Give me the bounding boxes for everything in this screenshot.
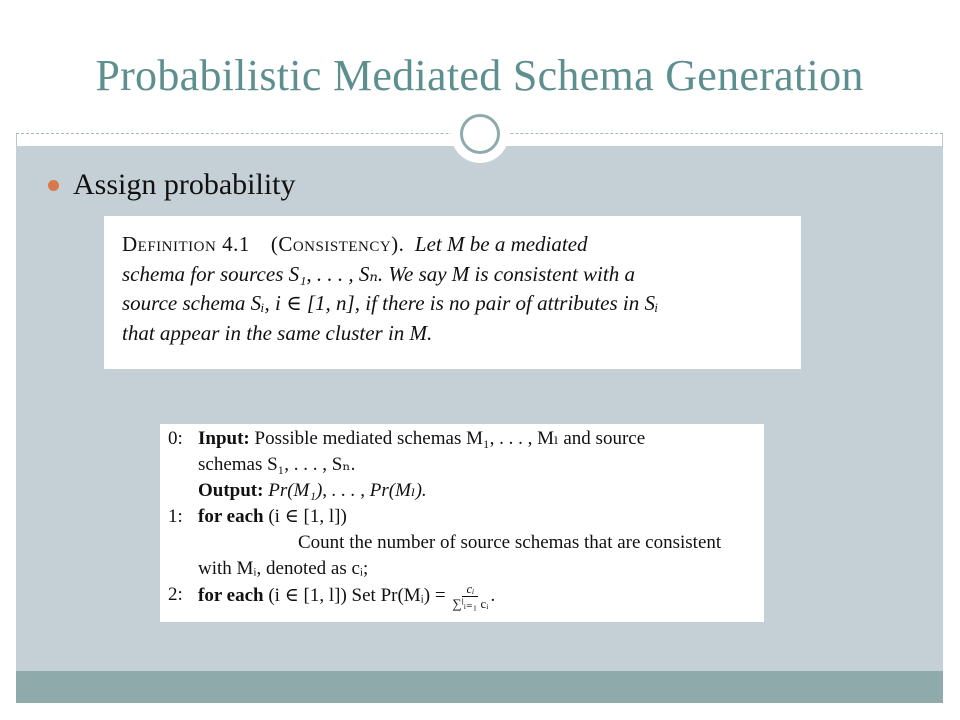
ring-icon [460,114,500,154]
step-number [168,478,198,504]
step-number [168,556,198,582]
fraction-tail: . [490,584,496,606]
algorithm-image [160,424,764,622]
loop-range-text: (i ∈ [1, l]) [263,506,347,527]
step-number: 0: [168,428,183,449]
output-keyword: Output: [198,480,264,501]
step-number: 2: [168,584,183,605]
step-number: 1: [168,506,183,527]
input-text: Possible mediated schemas M₁, . . . , Mₗ and source [249,428,646,449]
algorithm-row [168,556,758,582]
count-text: Count the number of source schemas that are consistent [298,532,722,553]
bullet-text: Assign probability [73,168,296,201]
output-text: Pr(M₁), . . . , Pr(Mₗ). [263,480,427,501]
algorithm-row [168,504,758,530]
set-probability-text: (i ∈ [1, l]) Set Pr(Mᵢ) = [263,584,451,606]
denoted-text: with Mᵢ, denoted as cᵢ; [198,558,369,579]
circle-ornament-icon [451,105,509,163]
algorithm-row [168,582,758,611]
fraction-denominator: ∑ˡᵢ₌₁ cᵢ [452,596,489,611]
algorithm-row [168,452,758,478]
definition-line-4: that appear in the same cluster in M. [122,320,433,345]
algorithm-row [168,478,758,504]
definition-image [104,216,801,369]
definition-line-1 [122,230,783,260]
definition-label: Definition 4.1 [122,232,250,256]
slide-title: Probabilistic Mediated Schema Generation [95,51,864,100]
input-schemas-text: schemas S₁, . . . , Sₙ. [198,454,356,475]
algorithm-row [168,530,758,556]
for-each-keyword: for each [198,584,264,606]
algorithm-row [168,426,758,452]
definition-name: (Consistency). [270,232,405,256]
footer-band [16,671,943,703]
definition-line-3: source schema Sᵢ, i ∈ [1, n], if there is no pair of attributes in Sᵢ [122,291,659,315]
for-each-keyword: for each [198,506,264,527]
step-number [168,452,198,478]
definition-line-2: schema for sources S₁, . . . , Sₙ. We say M is consistent with a [122,261,635,286]
probability-fraction [452,582,488,611]
bullet-item [48,168,296,202]
input-keyword: Input: [198,428,250,449]
step-number [168,530,198,556]
fraction-numerator: cᵢ [462,582,478,597]
definition-line-1-text: Let M be a mediated [414,232,588,256]
bullet-dot-icon [48,180,59,191]
